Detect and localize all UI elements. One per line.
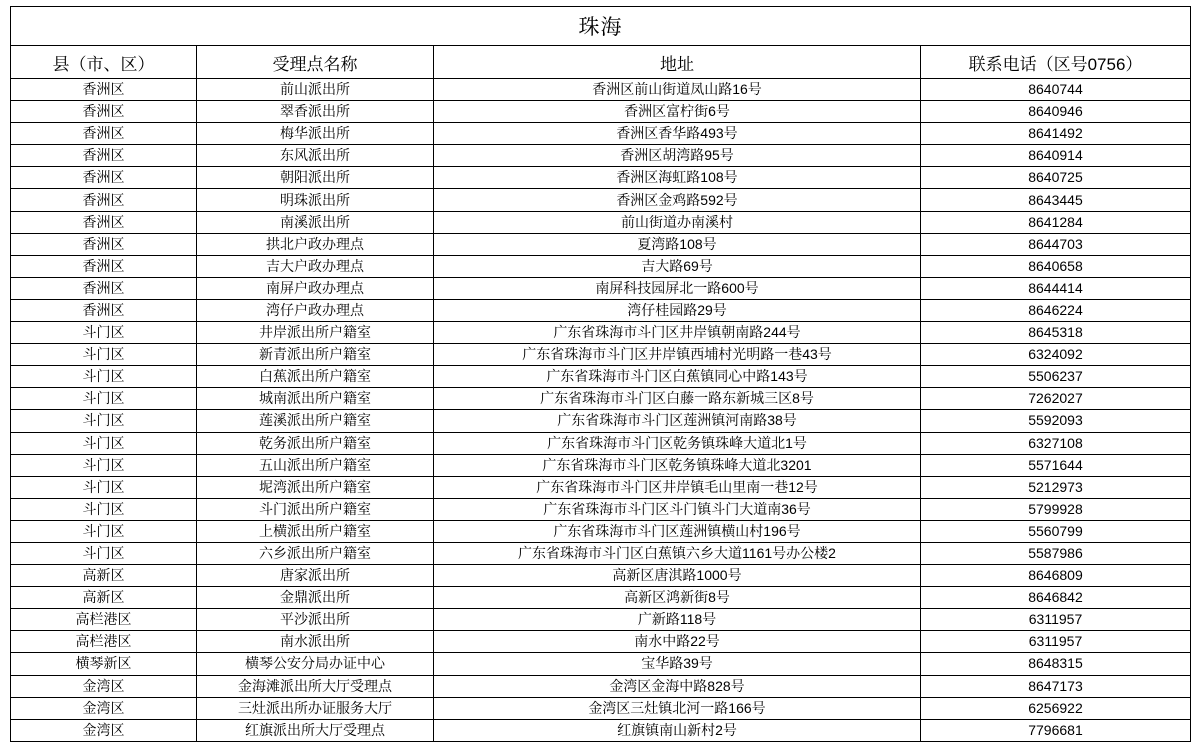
table-row <box>11 653 1191 675</box>
cell-phone: 8641492 <box>921 123 1191 145</box>
cell-address: 香洲区海虹路108号 <box>434 167 921 189</box>
table-row <box>11 211 1191 233</box>
cell-address: 湾仔桂园路29号 <box>434 299 921 321</box>
table-row <box>11 498 1191 520</box>
cell-phone: 5571644 <box>921 454 1191 476</box>
cell-address: 广东省珠海市斗门区白藤一路东新城三区8号 <box>434 388 921 410</box>
cell-address: 高新区唐淇路1000号 <box>434 565 921 587</box>
cell-point-name: 明珠派出所 <box>197 189 434 211</box>
table-row <box>11 145 1191 167</box>
cell-phone: 5212973 <box>921 476 1191 498</box>
cell-address: 香洲区胡湾路95号 <box>434 145 921 167</box>
cell-point-name: 五山派出所户籍室 <box>197 454 434 476</box>
table-row <box>11 410 1191 432</box>
cell-phone: 8640744 <box>921 79 1191 101</box>
cell-point-name: 井岸派出所户籍室 <box>197 322 434 344</box>
cell-phone: 5560799 <box>921 520 1191 542</box>
table-row <box>11 101 1191 123</box>
table-row <box>11 299 1191 321</box>
cell-point-name: 平沙派出所 <box>197 609 434 631</box>
cell-phone: 8640946 <box>921 101 1191 123</box>
cell-phone: 5506237 <box>921 366 1191 388</box>
cell-address: 广东省珠海市斗门区井岸镇西埔村光明路一巷43号 <box>434 344 921 366</box>
cell-address: 南水中路22号 <box>434 631 921 653</box>
cell-address: 广东省珠海市斗门区莲洲镇河南路38号 <box>434 410 921 432</box>
cell-address: 金湾区三灶镇北河一路166号 <box>434 697 921 719</box>
cell-district: 高新区 <box>11 587 197 609</box>
cell-district: 斗门区 <box>11 498 197 520</box>
table-row <box>11 631 1191 653</box>
cell-district: 高栏港区 <box>11 609 197 631</box>
cell-district: 斗门区 <box>11 542 197 564</box>
cell-point-name: 湾仔户政办理点 <box>197 299 434 321</box>
cell-phone: 8648315 <box>921 653 1191 675</box>
cell-point-name: 红旗派出所大厅受理点 <box>197 719 434 741</box>
cell-phone: 5587986 <box>921 542 1191 564</box>
cell-point-name: 南屏户政办理点 <box>197 277 434 299</box>
table-row <box>11 277 1191 299</box>
column-header-district: 县（市、区） <box>11 46 197 79</box>
cell-district: 香洲区 <box>11 101 197 123</box>
cell-point-name: 南溪派出所 <box>197 211 434 233</box>
cell-address: 广东省珠海市斗门区白蕉镇六乡大道1161号办公楼2 <box>434 542 921 564</box>
column-header-address: 地址 <box>434 46 921 79</box>
table-row <box>11 476 1191 498</box>
cell-address: 广东省珠海市斗门区乾务镇珠峰大道北1号 <box>434 432 921 454</box>
cell-district: 斗门区 <box>11 344 197 366</box>
cell-district: 香洲区 <box>11 277 197 299</box>
cell-address: 香洲区前山街道凤山路16号 <box>434 79 921 101</box>
table-row <box>11 454 1191 476</box>
table-title-row <box>11 7 1191 46</box>
cell-district: 香洲区 <box>11 123 197 145</box>
cell-point-name: 吉大户政办理点 <box>197 255 434 277</box>
table-row <box>11 255 1191 277</box>
cell-address: 广东省珠海市斗门区莲洲镇横山村196号 <box>434 520 921 542</box>
cell-point-name: 唐家派出所 <box>197 565 434 587</box>
table-header-row <box>11 46 1191 79</box>
cell-address: 前山街道办南溪村 <box>434 211 921 233</box>
cell-phone: 6327108 <box>921 432 1191 454</box>
cell-phone: 8645318 <box>921 322 1191 344</box>
cell-address: 宝华路39号 <box>434 653 921 675</box>
cell-point-name: 乾务派出所户籍室 <box>197 432 434 454</box>
cell-district: 香洲区 <box>11 189 197 211</box>
cell-phone: 8646842 <box>921 587 1191 609</box>
table-row <box>11 79 1191 101</box>
table-row <box>11 167 1191 189</box>
cell-district: 香洲区 <box>11 79 197 101</box>
cell-phone: 7262027 <box>921 388 1191 410</box>
cell-point-name: 翠香派出所 <box>197 101 434 123</box>
table-row <box>11 675 1191 697</box>
cell-district: 香洲区 <box>11 145 197 167</box>
table-row <box>11 587 1191 609</box>
table-row <box>11 432 1191 454</box>
cell-district: 斗门区 <box>11 322 197 344</box>
cell-point-name: 斗门派出所户籍室 <box>197 498 434 520</box>
cell-phone: 8647173 <box>921 675 1191 697</box>
cell-district: 斗门区 <box>11 520 197 542</box>
cell-address: 高新区鸿新街8号 <box>434 587 921 609</box>
cell-address: 广东省珠海市斗门区乾务镇珠峰大道北3201 <box>434 454 921 476</box>
cell-point-name: 莲溪派出所户籍室 <box>197 410 434 432</box>
cell-point-name: 六乡派出所户籍室 <box>197 542 434 564</box>
cell-district: 金湾区 <box>11 697 197 719</box>
cell-phone: 6256922 <box>921 697 1191 719</box>
table-row <box>11 322 1191 344</box>
cell-point-name: 东风派出所 <box>197 145 434 167</box>
cell-district: 金湾区 <box>11 719 197 741</box>
cell-address: 香洲区金鸡路592号 <box>434 189 921 211</box>
cell-address: 广东省珠海市斗门区井岸镇毛山里南一巷12号 <box>434 476 921 498</box>
table-row <box>11 719 1191 741</box>
cell-point-name: 横琴公安分局办证中心 <box>197 653 434 675</box>
column-header-phone: 联系电话（区号0756） <box>921 46 1191 79</box>
cell-district: 香洲区 <box>11 167 197 189</box>
table-row <box>11 697 1191 719</box>
cell-address: 红旗镇南山新村2号 <box>434 719 921 741</box>
cell-district: 高新区 <box>11 565 197 587</box>
column-header-point-name: 受理点名称 <box>197 46 434 79</box>
cell-phone: 8644703 <box>921 233 1191 255</box>
cell-district: 斗门区 <box>11 366 197 388</box>
cell-point-name: 白蕉派出所户籍室 <box>197 366 434 388</box>
cell-point-name: 金鼎派出所 <box>197 587 434 609</box>
table-row <box>11 344 1191 366</box>
cell-point-name: 城南派出所户籍室 <box>197 388 434 410</box>
cell-district: 斗门区 <box>11 454 197 476</box>
table-row <box>11 542 1191 564</box>
table-row <box>11 189 1191 211</box>
cell-phone: 8646224 <box>921 299 1191 321</box>
cell-phone: 8640725 <box>921 167 1191 189</box>
cell-phone: 8640914 <box>921 145 1191 167</box>
cell-phone: 5799928 <box>921 498 1191 520</box>
cell-address: 夏湾路108号 <box>434 233 921 255</box>
cell-point-name: 梅华派出所 <box>197 123 434 145</box>
acceptance-points-table <box>10 6 1191 742</box>
cell-point-name: 拱北户政办理点 <box>197 233 434 255</box>
cell-phone: 8646809 <box>921 565 1191 587</box>
cell-point-name: 新青派出所户籍室 <box>197 344 434 366</box>
cell-district: 横琴新区 <box>11 653 197 675</box>
cell-phone: 8640658 <box>921 255 1191 277</box>
table-row <box>11 233 1191 255</box>
cell-district: 香洲区 <box>11 299 197 321</box>
cell-district: 香洲区 <box>11 255 197 277</box>
cell-district: 高栏港区 <box>11 631 197 653</box>
cell-district: 香洲区 <box>11 233 197 255</box>
cell-point-name: 朝阳派出所 <box>197 167 434 189</box>
cell-phone: 6311957 <box>921 609 1191 631</box>
table-row <box>11 520 1191 542</box>
cell-district: 香洲区 <box>11 211 197 233</box>
cell-phone: 5592093 <box>921 410 1191 432</box>
cell-address: 广东省珠海市斗门区斗门镇斗门大道南36号 <box>434 498 921 520</box>
table-row <box>11 609 1191 631</box>
table-row <box>11 388 1191 410</box>
cell-district: 斗门区 <box>11 476 197 498</box>
cell-address: 南屏科技园屏北一路600号 <box>434 277 921 299</box>
cell-address: 香洲区香华路493号 <box>434 123 921 145</box>
cell-phone: 7796681 <box>921 719 1191 741</box>
cell-point-name: 金海滩派出所大厅受理点 <box>197 675 434 697</box>
cell-phone: 8644414 <box>921 277 1191 299</box>
table-row <box>11 123 1191 145</box>
cell-district: 金湾区 <box>11 675 197 697</box>
cell-address: 香洲区富柠街6号 <box>434 101 921 123</box>
table-row <box>11 565 1191 587</box>
cell-address: 吉大路69号 <box>434 255 921 277</box>
cell-phone: 8641284 <box>921 211 1191 233</box>
cell-point-name: 上横派出所户籍室 <box>197 520 434 542</box>
cell-point-name: 坭湾派出所户籍室 <box>197 476 434 498</box>
cell-point-name: 南水派出所 <box>197 631 434 653</box>
cell-address: 广新路118号 <box>434 609 921 631</box>
cell-phone: 6311957 <box>921 631 1191 653</box>
cell-phone: 8643445 <box>921 189 1191 211</box>
cell-phone: 6324092 <box>921 344 1191 366</box>
cell-address: 广东省珠海市斗门区白蕉镇同心中路143号 <box>434 366 921 388</box>
cell-district: 斗门区 <box>11 388 197 410</box>
cell-district: 斗门区 <box>11 432 197 454</box>
cell-point-name: 三灶派出所办证服务大厅 <box>197 697 434 719</box>
table-row <box>11 366 1191 388</box>
cell-point-name: 前山派出所 <box>197 79 434 101</box>
cell-address: 金湾区金海中路828号 <box>434 675 921 697</box>
cell-district: 斗门区 <box>11 410 197 432</box>
cell-address: 广东省珠海市斗门区井岸镇朝南路244号 <box>434 322 921 344</box>
page-title: 珠海 <box>11 7 1191 46</box>
